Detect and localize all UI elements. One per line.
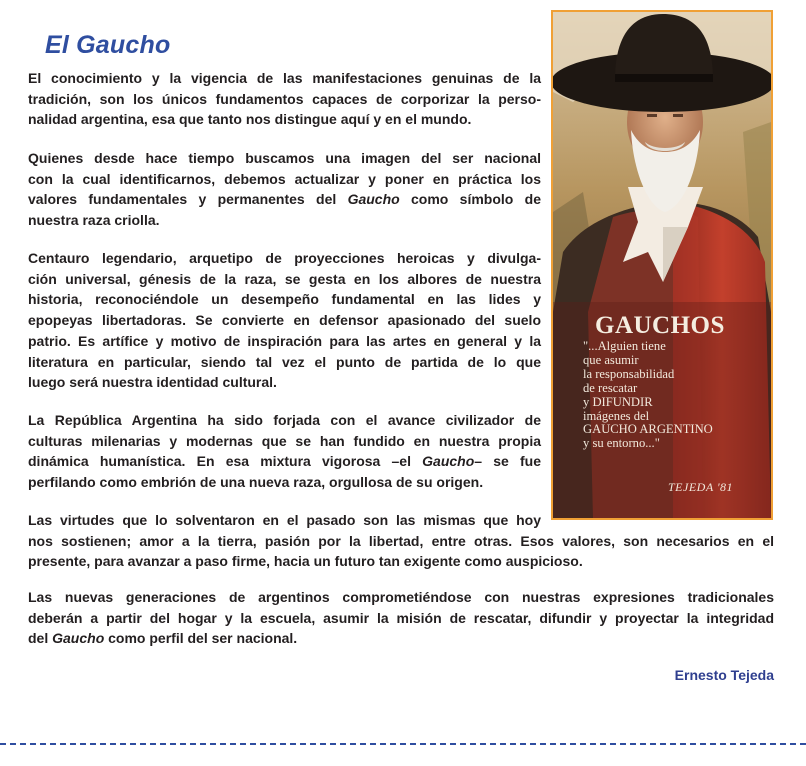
cover-signature: TEJEDA '81 xyxy=(668,480,734,494)
text-line xyxy=(28,451,541,472)
text-segment: valores fundamentales y permanentes del xyxy=(28,191,348,208)
quote-line: GAUCHO ARGENTINO xyxy=(583,422,713,437)
text-line: El conocimiento y la vigencia de las manifestaciones genuinas de la xyxy=(28,70,541,86)
text-line xyxy=(28,628,774,649)
gaucho-italic: Gaucho xyxy=(422,453,475,470)
author-signature: Ernesto Tejeda xyxy=(674,667,774,683)
text-line: patrio. Es artífice y motivo de inspiración para las artes en general y la xyxy=(28,332,541,349)
text-line: Las virtudes que lo solventaron en el pasado son las mismas que hoy xyxy=(28,512,541,528)
quote-line: que asumir xyxy=(583,352,639,367)
text-line: Centauro legendario, arquetipo de proyecciones heroicas y divulga- xyxy=(28,250,541,266)
text-segment: como símbolo de xyxy=(399,191,541,208)
text-line: luego será nuestra identidad cultural. xyxy=(28,374,277,391)
gaucho-italic: Gaucho xyxy=(347,191,400,208)
paragraph-6 xyxy=(28,587,774,649)
text-line: nuestra raza criolla. xyxy=(28,212,160,229)
quote-line: "...Alguien tiene xyxy=(583,339,666,353)
text-segment: dinámica humanística. En esa mixtura vigorosa –el xyxy=(28,453,423,470)
page-title: El Gaucho xyxy=(45,31,171,59)
quote-line: y DIFUNDIR xyxy=(583,394,653,409)
quote-line: de rescatar xyxy=(583,380,638,395)
paragraph-3 xyxy=(28,248,541,393)
text-line: literatura en particular, siendo tal vez el punto de partida de lo que xyxy=(28,353,541,370)
text-line: culturas milenarias y modernas que se han fundido en nuestra propia xyxy=(28,432,541,449)
dashed-divider xyxy=(0,743,806,745)
text-segment: del xyxy=(28,630,53,647)
text-line: tradición, son los únicos fundamentos capaces de corporizar la perso- xyxy=(28,90,541,107)
text-segment: – se fue xyxy=(474,453,541,470)
gaucho-italic: Gaucho xyxy=(52,630,105,647)
quote-line: imágenes del xyxy=(583,408,650,423)
book-cover-image xyxy=(551,10,773,520)
text-line: Quienes desde hace tiempo buscamos una imagen del ser nacional xyxy=(28,150,541,166)
text-line: deberán a partir del hogar y la escuela, asumir la misión de rescatar, difundir y proyectar la integridad xyxy=(28,609,774,626)
text-line: presente, para avanzar a paso firme, hacia un futuro tan exigente como auspicioso. xyxy=(28,553,583,570)
paragraph-2 xyxy=(28,148,541,231)
quote-line: y su entorno..." xyxy=(583,436,660,451)
quote-line: la responsabilidad xyxy=(583,366,675,381)
text-line: La República Argentina ha sido forjada con el avance civilizador de xyxy=(28,412,541,428)
text-line: epopeyas libertadoras. Se convierte en defensor apasionado del suelo xyxy=(28,312,541,329)
text-line: historia, reconociéndole un desempeño fundamental en las lides y xyxy=(28,291,541,308)
text-line: nos sostienen; amor a la tierra, pasión por la libertad, entre otras. Esos valores, son necesarios en el xyxy=(28,532,774,549)
paragraph-4 xyxy=(28,410,541,493)
text-line: Las nuevas generaciones de argentinos comprometiéndose con nuestras expresiones tradicionales xyxy=(28,589,774,605)
cover-heading: GAUCHOS xyxy=(595,312,725,339)
text-line: perfilando como embrión de una nueva raza, orgullosa de su origen. xyxy=(28,474,484,491)
cover-quote xyxy=(583,340,713,451)
cover-text-layer xyxy=(553,12,771,518)
text-line: con la cual identificarnos, debemos actualizar y poner en práctica los xyxy=(28,170,541,187)
text-line: nalidad argentina, esa que tanto nos distingue aquí y en el mundo. xyxy=(28,111,472,128)
text-segment: como perfil del ser nacional. xyxy=(104,630,298,647)
text-line xyxy=(28,189,541,210)
text-line: ción universal, génesis de la raza, se gesta en los albores de nuestra xyxy=(28,270,541,287)
paragraph-1 xyxy=(28,68,541,130)
